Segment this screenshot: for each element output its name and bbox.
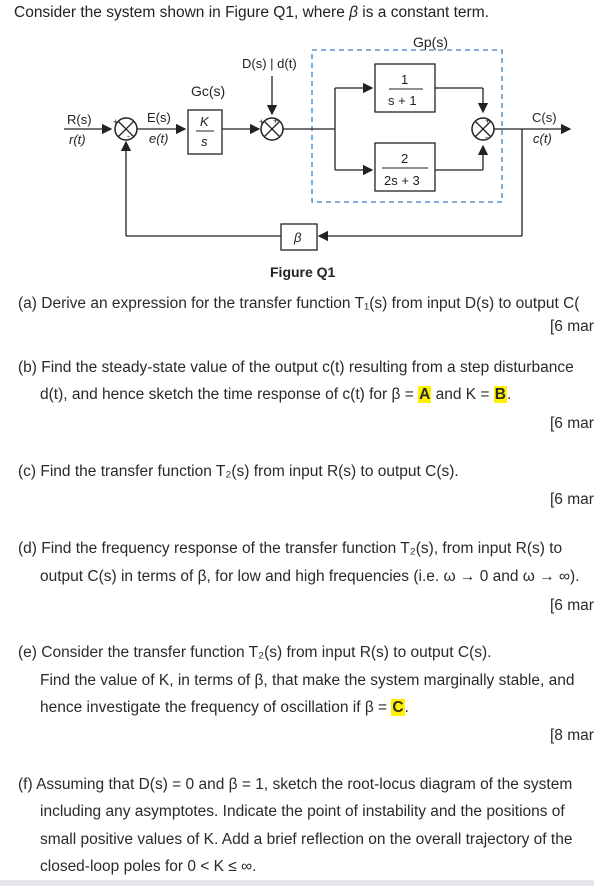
question-e: (e) Consider the transfer function T₂(s) from input R(s) to output C(s). xyxy=(18,644,492,661)
question-d: (d) Find the frequency response of the transfer function T₂(s), from input R(s) to xyxy=(18,540,563,557)
marks-e: [8 mar xyxy=(550,727,594,744)
svg-text:-: - xyxy=(127,131,130,141)
marks-c: [6 mar xyxy=(550,491,594,508)
question-e-line3: hence investigate the frequency of oscillation if β = C. xyxy=(40,699,409,716)
svg-text:K: K xyxy=(200,114,209,129)
question-a: (a) Derive an expression for the transfer function T₁(s) from input D(s) to output C( xyxy=(18,295,580,312)
question-f-line4: closed-loop poles for 0 < K ≤ ∞. xyxy=(40,858,257,875)
r-t-label: r(t) xyxy=(69,132,86,147)
svg-text:β: β xyxy=(294,230,302,245)
c-s-label: C(s) xyxy=(532,110,557,125)
question-b: (b) Find the steady-state value of the output c(t) resulting from a step disturbance xyxy=(18,359,574,376)
summing-junction-1 xyxy=(113,117,137,141)
question-d-line2: output C(s) in terms of β, for low and high frequencies (i.e. ω → 0 and ω → ∞). xyxy=(40,568,580,585)
question-f: (f) Assuming that D(s) = 0 and β = 1, sketch the root-locus diagram of the system xyxy=(18,776,573,793)
svg-text:+: + xyxy=(113,117,119,127)
svg-text:1: 1 xyxy=(401,72,409,87)
marks-d: [6 mar xyxy=(550,597,594,614)
svg-text:2s + 3: 2s + 3 xyxy=(384,173,420,188)
svg-text:2: 2 xyxy=(401,151,409,166)
svg-text:s + 1: s + 1 xyxy=(388,93,417,108)
question-b-line2: d(t), and hence sketch the time response of c(t) for β = A and K = B. xyxy=(40,386,512,403)
svg-text:-: - xyxy=(485,132,488,142)
c-t-label: c(t) xyxy=(533,131,552,146)
question-f-line3: small positive values of K. Add a brief reflection on the overall trajectory of the xyxy=(40,831,573,848)
figure-caption: Figure Q1 xyxy=(270,264,336,280)
svg-text:s: s xyxy=(201,134,208,149)
svg-text:+: + xyxy=(485,116,491,126)
r-s-label: R(s) xyxy=(67,112,92,127)
summing-junction-3 xyxy=(472,116,494,142)
question-e-line2: Find the value of K, in terms of β, that make the system marginally stable, and xyxy=(40,672,575,689)
block-diagram xyxy=(0,24,594,286)
marks-b: [6 mar xyxy=(550,415,594,432)
marks-a: [6 mar xyxy=(550,318,594,335)
d-label: D(s) | d(t) xyxy=(242,56,297,71)
intro-text: Consider the system shown in Figure Q1, where β is a constant term. xyxy=(14,4,489,21)
gp-label: Gp(s) xyxy=(413,34,448,50)
e-s-label: E(s) xyxy=(147,110,171,125)
question-f-line2: including any asymptotes. Indicate the point of instability and the positions of xyxy=(40,803,565,820)
summing-junction-2 xyxy=(259,116,283,140)
svg-text:+: + xyxy=(273,116,279,126)
gc-label: Gc(s) xyxy=(191,83,226,99)
page-bottom-edge xyxy=(0,880,594,886)
question-c: (c) Find the transfer function T₂(s) from input R(s) to output C(s). xyxy=(18,463,459,480)
svg-text:+: + xyxy=(259,117,265,127)
e-t-label: e(t) xyxy=(149,131,169,146)
